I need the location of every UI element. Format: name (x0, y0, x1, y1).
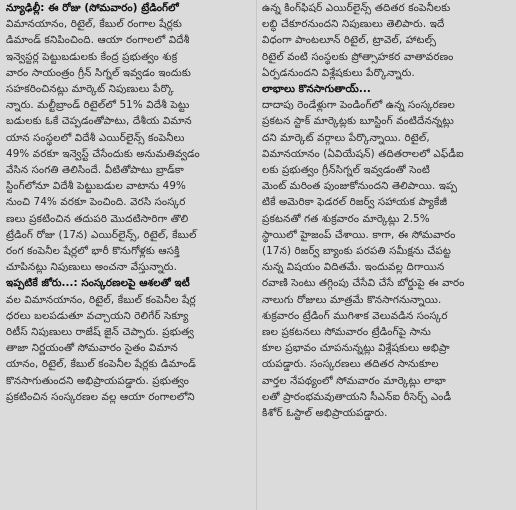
article-text-line: శుక్రవారం ట్రేడింగ్ ముగిశాక వెలువడిన సంస్కర (262, 309, 448, 322)
article-text-line: ప్రకటనతో గత శుక్రవారం మార్కెట్లు 2.5% (262, 212, 430, 225)
article-text-line: రంగ కంపెనీల షేర్లలో భారీ కొనుగోళ్లకు ఆసక్తి (6, 245, 180, 258)
article-text-line: ప్రకటన స్టాక్ మార్కెట్లకు బూస్టింగ్ వంటిదేనన్నట్లు (262, 115, 454, 128)
article-text-line: ట్రేడింగ్ రోజు (17న) ఎయిర్‌లైన్స్, రిటైల్, కేబుల్ (6, 228, 197, 241)
article-subheading-line: ఇప్పటికే జోరు...: సంస్కరణలపై ఆశలతో ఇటీ (6, 277, 190, 290)
article-text-line: కూల ప్రభావం చూపనున్నట్లు విశ్లేషకులు అభిప్రా (262, 342, 450, 355)
article-text-line: విమానయానం (ఏవియేషన్) తదితరాలలో ఎఫ్‌డీఐ (262, 147, 464, 160)
article-text-line: చూపినట్లు నిపుణులు అంచనా వేస్తున్నారు. (6, 261, 178, 274)
article-text-line: వారం సాయంత్రం గ్రీన్ సిగ్నల్ ఇవ్వడం ఇందుకు (6, 66, 191, 79)
article-text-line: కిశోర్ ఓస్టాల్ అభిప్రాయపడ్డారు. (262, 407, 388, 420)
article-text-line: కొనసాగుతుందని అభిప్రాయపడ్డారు. ప్రభుత్వం (6, 374, 190, 387)
article-text-line: ప్రకటించిన సంస్కరణల వల్ల ఆయా రంగాలలోని (6, 390, 195, 403)
article-text-line: యానం, రిటైల్, కేబుల్ కంపెనీల షేర్లకు డిమాండ్ (6, 358, 197, 371)
article-text-line: నున్న విషయం విదితమే. ఇందువల్ల దిగాయిన (262, 261, 445, 274)
article-text-line: స్థాయిలో హైజంప్ చేశాయి. కాగా, ఈ సోమవారం (262, 228, 456, 241)
article-text-line: ణల ప్రకటనలు సోమవారం ట్రేడింగ్‌పై సాను (262, 326, 432, 339)
article-text-line: ఉన్న కింగ్‌ఫిషర్ ఎయిర్‌లైన్స్ తదితర కంపెనీలకు (262, 2, 451, 14)
article-text-line: నుంచి 74% వరకూ పెంచింది. వెరసి సంస్కర (6, 196, 186, 209)
article-text-line: వార్తల నేపథ్యంలో సోమవారం మార్కెట్లు లాభా (262, 374, 446, 387)
article-text-line: యపడ్డారు. సంస్కరణలు తదితర సానుకూల (262, 358, 439, 371)
article-text-line: సహకరించినట్లు మార్కెట్ నిపుణులు పేర్కొ (6, 83, 174, 96)
article-text-line: లకు ప్రభుత్వం గ్రీన్‌సిగ్నల్ ఇవ్వడంతో సెంటి (262, 164, 430, 177)
article-text-line: యాన సంస్థలలో విదేశీ ఎయిర్‌లైన్స్ కంపెనీలు (6, 131, 185, 144)
article-text-line: స్టింగ్‌లోనూ విదేశీ పెట్టుబడుల వాటాను 49% (6, 180, 186, 193)
article-text-line: ధరలు బలపడుతూ వచ్చాయని రెలిగేర్ సెక్యూ (6, 309, 189, 322)
column-divider (256, 0, 257, 510)
article-text-line: టికే అమెరికా ఫెడరల్ రిజర్వ్ సహాయక ప్యాకేజీ (262, 196, 448, 209)
article-text-line: 49% వరకూ ఇన్వెస్ట్ చేసేందుకు అనుమతివ్వడం (6, 147, 200, 160)
article-text-line: దాదాపు రెండేళ్లుగా పెండింగ్‌లో ఉన్న సంస్కరణల (262, 99, 455, 112)
article-text-line: రిటైల్ వంటి సంస్థలకు ప్రోత్సాహకర వాతావరణం (262, 50, 454, 63)
article-text-line: ణలు ప్రకటించిన తదుపరి మొదటిసారిగా తొలి (6, 212, 189, 225)
article-text-line: రిటీస్ నిపుణులు రాజేష్ జైన్ చెప్పారు. ప్రభుత్వ (6, 326, 195, 339)
article-text-line: లబ్ధి చేకూరనుందని నిపుణులు తెలిపారు. ఇదే (262, 18, 445, 31)
article-right-column (262, 0, 512, 510)
article-left-column (6, 0, 253, 510)
article-text-line: బడులకు ఓకే చెప్పడంతోపాటు, దేశీయ విమాన (6, 115, 192, 128)
article-text-line: ఏర్పడనుందని విశ్లేషకులు పేర్కొన్నారు. (262, 66, 415, 79)
article-text-line: వల విమానయానం, రిటైల్, కేబుల్ కంపెనీల షేర్ల (6, 293, 196, 306)
article-text-line: మెంట్ మరింత పుంజుకోనుందని తెలిపాయి. ఇప్ప (262, 180, 458, 193)
article-subheading-line: న్యూఢిల్లీ: ఈ రోజు (సోమవారం) ట్రేడింగ్‌లో (6, 2, 179, 14)
article-subheading-line: లాభాలు కొనసాగుతాయ్... (262, 83, 371, 96)
article-text-line: దని మార్కెట్ వర్గాలు పేర్కొన్నాయి. రిటైల్, (262, 131, 430, 144)
article-text-line: రవాణి సెంటు తగ్గింపు చేసేవి చేసే బోర్డుపై ఈ వారం (262, 277, 465, 290)
article-text-line: విమానయానం, రిటైల్, కేబుల్ రంగాల షేర్లకు (6, 18, 183, 31)
article-text-line: (17న) రిజర్వ్ బ్యాంకు పరపతి సమీక్షను చేపట్ట (262, 245, 451, 258)
article-text-line: న్నారు. మల్టీబ్రాండ్ రిటైల్‌లో 51% విదేశీ పెట్టు (6, 99, 190, 112)
article-text-line: లతో ప్రారంభమవుతాయని సీఎన్‌ఐ రీసెర్చ్ ఎండీ (262, 390, 452, 403)
article-text-line: విధంగా పాంటలూన్ రిటైల్, ట్రావెల్, హాటల్స్ (262, 34, 437, 47)
article-text-line: తాజా నిర్ణయంతో సోమవారం సైతం విమాన (6, 342, 178, 355)
article-text-line: వేసిన సంగతి తెలిసిందే. వీటితోపాటు బ్రాడ్‌కా (6, 164, 185, 177)
article-text-line: ఇన్వెస్టర్ల పెట్టుబడులకు కేంద్ర ప్రభుత్వం శుక్ర (6, 50, 178, 63)
article-text-line: నాలుగు రోజులు మాత్రమే కొనసాగనున్నాయి. (262, 293, 442, 306)
article-text-line: డిమాండ్ కనిపించింది. ఆయా రంగాలలో విదేశీ (6, 34, 190, 47)
